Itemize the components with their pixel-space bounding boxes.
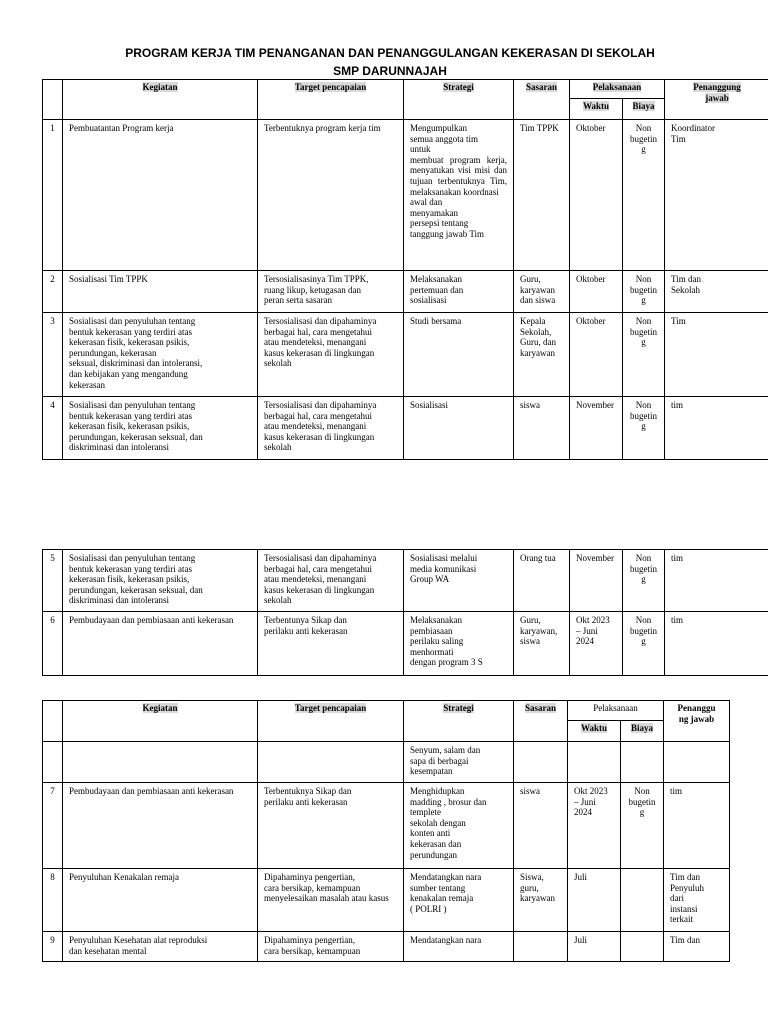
row-number: 6 xyxy=(43,612,63,676)
cell-target: Tersosialisasinya Tim TPPK, ruang likup, ketugasan dan peran serta sasaran xyxy=(258,271,404,313)
cell-waktu: Oktober xyxy=(570,271,623,313)
cell-kegiatan: Sosialisasi Tim TPPK xyxy=(63,271,258,313)
cell-kegiatan: Pembudayaan dan pembiasaan anti kekerasan xyxy=(63,783,258,869)
cell-target: Dipahaminya pengertian, cara bersikap, kemampuan xyxy=(258,932,404,962)
cell-sasaran xyxy=(514,742,568,783)
cell-sasaran: Siswa, guru, karyawan xyxy=(514,869,568,932)
cell-kegiatan: Sosialisasi dan penyuluhan tentang bentuk kekerasan yang terdiri atas kekerasan fisik, kekerasan psikis, perundungan, kekerasan seksual, diskriminasi dan intoleransi, dan kebijakan yang mengandung kekerasan xyxy=(63,313,258,397)
cell-strategi: Sosialisasi xyxy=(404,397,514,460)
cell-sasaran: siswa xyxy=(514,783,568,869)
cell-kegiatan: Pembuatantan Program kerja xyxy=(63,120,258,271)
header-sasaran: Sasaran xyxy=(514,701,568,742)
cell-penanggung-jawab: Tim dan Penyuluh dari instansi terkait xyxy=(664,869,730,932)
cell-sasaran xyxy=(514,932,568,962)
cell-waktu: November xyxy=(570,397,623,460)
cell-strategi: Mengumpulkan semua anggota tim untuk membuat program kerja, menyatukan visi misi dan tujuan terbentuknya Tim, melaksanakan koordnasi awal dan menyamakan persepsi tentang tanggung jawab Tim xyxy=(404,120,514,271)
cell-biaya: Non bugeting xyxy=(623,313,665,397)
row-number: 2 xyxy=(43,271,63,313)
cell-kegiatan: Penyuluhan Kesehatan alat reproduksi dan kesehatan mental xyxy=(63,932,258,962)
program-table-3 xyxy=(42,700,730,962)
table-row xyxy=(43,550,768,612)
header-no xyxy=(43,701,63,742)
cell-target: Terbentunya Sikap dan perilaku anti kekerasan xyxy=(258,612,404,676)
table-row xyxy=(43,313,768,397)
cell-biaya: Non bugeting xyxy=(623,120,665,271)
cell-strategi: Studi bersama xyxy=(404,313,514,397)
cell-waktu xyxy=(568,742,621,783)
cell-biaya: Non bugeting xyxy=(623,612,665,676)
header-target: Target pencapaian xyxy=(258,701,404,742)
table-row xyxy=(43,932,730,962)
table-row xyxy=(43,742,730,783)
table-row xyxy=(43,869,730,932)
header-pelaksanaan: Pelaksanaan xyxy=(568,701,664,721)
header-strategi: Strategi xyxy=(404,80,514,120)
cell-strategi: Melaksanakan pembiasaan perilaku saling menhormati dengan program 3 S xyxy=(404,612,514,676)
cell-kegiatan: Penyuluhan Kenakalan remaja xyxy=(63,869,258,932)
cell-waktu: Okt 2023 – Juni 2024 xyxy=(568,783,621,869)
row-number: 3 xyxy=(43,313,63,397)
header-strategi: Strategi xyxy=(404,701,514,742)
table-row xyxy=(43,397,768,460)
cell-target: Tersosialisasi dan dipahaminya berbagai hal, cara mengetahui atau mendeteksi, menangani kasus kekerasan di lingkungan sekolah xyxy=(258,550,404,612)
cell-biaya: Non bugeting xyxy=(623,550,665,612)
header-penanggung-jawab: Penanggu ng jawab xyxy=(664,701,730,742)
table-row xyxy=(43,120,768,271)
cell-waktu: Okt 2023 – Juni 2024 xyxy=(570,612,623,676)
header-pelaksanaan: Pelaksanaan xyxy=(570,80,665,99)
cell-penanggung-jawab: tim xyxy=(665,612,768,676)
cell-sasaran: Guru, karyawan dan siswa xyxy=(514,271,570,313)
cell-target: Dipahaminya pengertian, cara bersikap, kemampuan menyelesaikan masalah atau kasus xyxy=(258,869,404,932)
table-row xyxy=(43,783,730,869)
cell-biaya: Non bugeting xyxy=(623,271,665,313)
row-number: 8 xyxy=(43,869,63,932)
cell-waktu: Juli xyxy=(568,869,621,932)
row-number: 7 xyxy=(43,783,63,869)
cell-waktu: Oktober xyxy=(570,120,623,271)
cell-biaya xyxy=(621,932,664,962)
cell-biaya: Non bugeting xyxy=(621,783,664,869)
cell-biaya xyxy=(621,742,664,783)
cell-kegiatan: Sosialisasi dan penyuluhan tentang bentuk kekerasan yang terdiri atas kekerasan fisik, kekerasan psikis, perundungan, kekerasan seksual, dan diskriminasi dan intoleransi xyxy=(63,397,258,460)
row-number: 1 xyxy=(43,120,63,271)
school-name: SMP DARUNNAJAH xyxy=(333,64,447,78)
header-sasaran: Sasaran xyxy=(514,80,570,120)
header-waktu: Waktu xyxy=(568,721,621,742)
cell-penanggung-jawab: tim xyxy=(664,783,730,869)
header-target: Target pencapaian xyxy=(258,80,404,120)
row-number: 5 xyxy=(43,550,63,612)
table-row xyxy=(43,612,768,676)
cell-target: Tersosialisasi dan dipahaminya berbagai hal, cara mengetahui atau mendeteksi, menangani kasus kekerasan di lingkungan sekolah xyxy=(258,397,404,460)
cell-penanggung-jawab xyxy=(664,742,730,783)
cell-sasaran: Orang tua xyxy=(514,550,570,612)
program-table-1 xyxy=(42,79,768,460)
cell-waktu: Juli xyxy=(568,932,621,962)
header-kegiatan: Kegiatan xyxy=(63,80,258,120)
cell-target xyxy=(258,742,404,783)
cell-strategi: Menghidupkan madding , brosur dan templete sekolah dengan konten anti kekerasan dan perundungan xyxy=(404,783,514,869)
header-no xyxy=(43,80,63,120)
cell-kegiatan: Sosialisasi dan penyuluhan tentang bentuk kekerasan yang terdiri atas kekerasan fisik, kekerasan psikis, perundungan, kekerasan seksual, dan diskriminasi dan intoleransi xyxy=(63,550,258,612)
cell-kegiatan xyxy=(63,742,258,783)
cell-penanggung-jawab: Koordinator Tim xyxy=(665,120,768,271)
document-title: PROGRAM KERJA TIM PENANGANAN DAN PENANGGULANGAN KEKERASAN DI SEKOLAH xyxy=(125,46,655,60)
cell-biaya xyxy=(621,869,664,932)
cell-sasaran: Kepala Sekolah, Guru, dan karyawan xyxy=(514,313,570,397)
cell-target: Terbentuknya Sikap dan perilaku anti kekerasan xyxy=(258,783,404,869)
cell-target: Tersosialisasi dan dipahaminya berbagai hal, cara mengetahui atau mendeteksi, menangani kasus kekerasan di lingkungan sekolah xyxy=(258,313,404,397)
row-number xyxy=(43,742,63,783)
header-biaya: Biaya xyxy=(621,721,664,742)
cell-penanggung-jawab: Tim xyxy=(665,313,768,397)
cell-biaya: Non bugeting xyxy=(623,397,665,460)
cell-sasaran: Guru, karyawan, siswa xyxy=(514,612,570,676)
cell-waktu: Oktober xyxy=(570,313,623,397)
cell-penanggung-jawab: Tim dan Sekolah xyxy=(665,271,768,313)
header-penanggung-jawab: Penanggung jawab xyxy=(665,80,768,120)
cell-target: Terbentuknya program kerja tim xyxy=(258,120,404,271)
cell-sasaran: siswa xyxy=(514,397,570,460)
cell-waktu: November xyxy=(570,550,623,612)
program-table-2 xyxy=(42,549,768,676)
header-waktu: Waktu xyxy=(570,99,623,120)
table-row xyxy=(43,271,768,313)
cell-strategi: Melaksanakan pertemuan dan sosialisasi xyxy=(404,271,514,313)
cell-penanggung-jawab: tim xyxy=(665,550,768,612)
cell-strategi: Senyum, salam dan sapa di berbagai kesempatan xyxy=(404,742,514,783)
cell-kegiatan: Pembudayaan dan pembiasaan anti kekerasan xyxy=(63,612,258,676)
cell-penanggung-jawab: tim xyxy=(665,397,768,460)
cell-penanggung-jawab: Tim dan xyxy=(664,932,730,962)
row-number: 9 xyxy=(43,932,63,962)
cell-strategi: Sosialisasi melalui media komunikasi Group WA xyxy=(404,550,514,612)
row-number: 4 xyxy=(43,397,63,460)
cell-sasaran: Tim TPPK xyxy=(514,120,570,271)
cell-strategi: Mendatangkan nara sumber tentang kenakalan remaja ( POLRI ) xyxy=(404,869,514,932)
header-kegiatan: Kegiatan xyxy=(63,701,258,742)
header-biaya: Biaya xyxy=(623,99,665,120)
cell-strategi: Mendatangkan nara xyxy=(404,932,514,962)
